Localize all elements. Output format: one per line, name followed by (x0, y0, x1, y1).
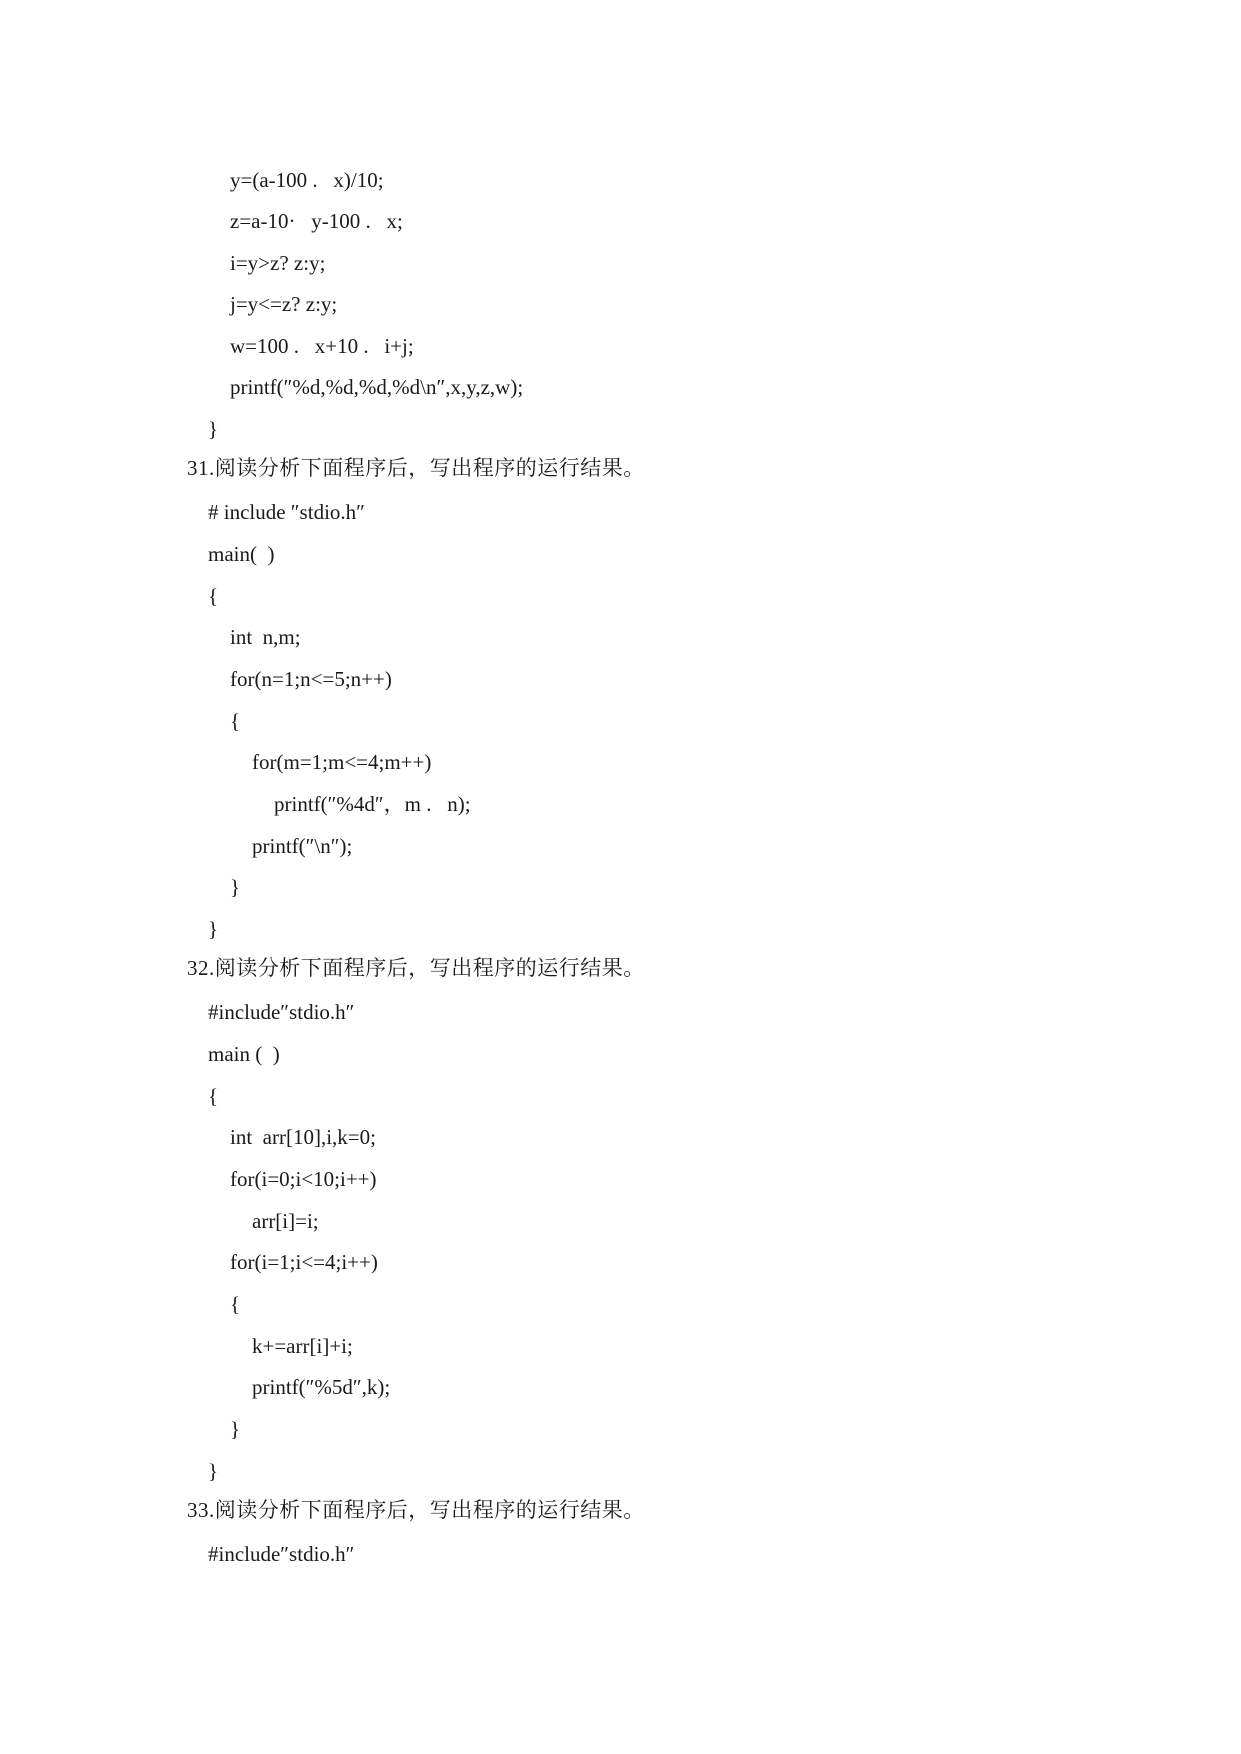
code-line: y=(a-100 . x)/10; (230, 168, 384, 192)
code-line: } (230, 1417, 241, 1441)
code-line: } (208, 417, 219, 441)
code-line: main( ) (208, 542, 275, 566)
code-line: w=100 . x+10 . i+j; (230, 334, 414, 358)
code-line: printf(″%5d″,k); (252, 1375, 391, 1399)
code-line: { (208, 1084, 219, 1108)
question-33: 33.阅读分析下面程序后，写出程序的运行结果。 (187, 1498, 645, 1522)
code-line: printf(″\n″); (252, 834, 353, 858)
code-line: for(n=1;n<=5;n++) (230, 667, 392, 691)
code-line: for(m=1;m<=4;m++) (252, 750, 432, 774)
code-line: int n,m; (230, 625, 301, 649)
code-line: int arr[10],i,k=0; (230, 1125, 376, 1149)
code-line: z=a-10· y-100 . x; (230, 209, 403, 233)
question-31: 31.阅读分析下面程序后，写出程序的运行结果。 (187, 456, 645, 480)
code-line: } (230, 875, 241, 899)
code-line: #include″stdio.h″ (208, 1000, 355, 1024)
code-line: { (230, 1292, 241, 1316)
code-line: } (208, 1459, 219, 1483)
question-32: 32.阅读分析下面程序后，写出程序的运行结果。 (187, 956, 645, 980)
code-line: for(i=1;i<=4;i++) (230, 1250, 378, 1274)
code-line: { (208, 584, 219, 608)
code-line: for(i=0;i<10;i++) (230, 1167, 377, 1191)
code-line: printf(″%d,%d,%d,%d\n″,x,y,z,w); (230, 375, 524, 399)
code-line: } (208, 917, 219, 941)
code-line: # include ″stdio.h″ (208, 500, 365, 524)
code-line: j=y<=z? z:y; (230, 292, 338, 316)
code-line: i=y>z? z:y; (230, 251, 326, 275)
code-line: printf(″%4d″，m . n); (274, 792, 471, 816)
code-line: #include″stdio.h″ (208, 1542, 355, 1566)
code-line: arr[i]=i; (252, 1209, 319, 1233)
code-line: k+=arr[i]+i; (252, 1334, 353, 1358)
code-line: { (230, 709, 241, 733)
code-line: main ( ) (208, 1042, 280, 1066)
